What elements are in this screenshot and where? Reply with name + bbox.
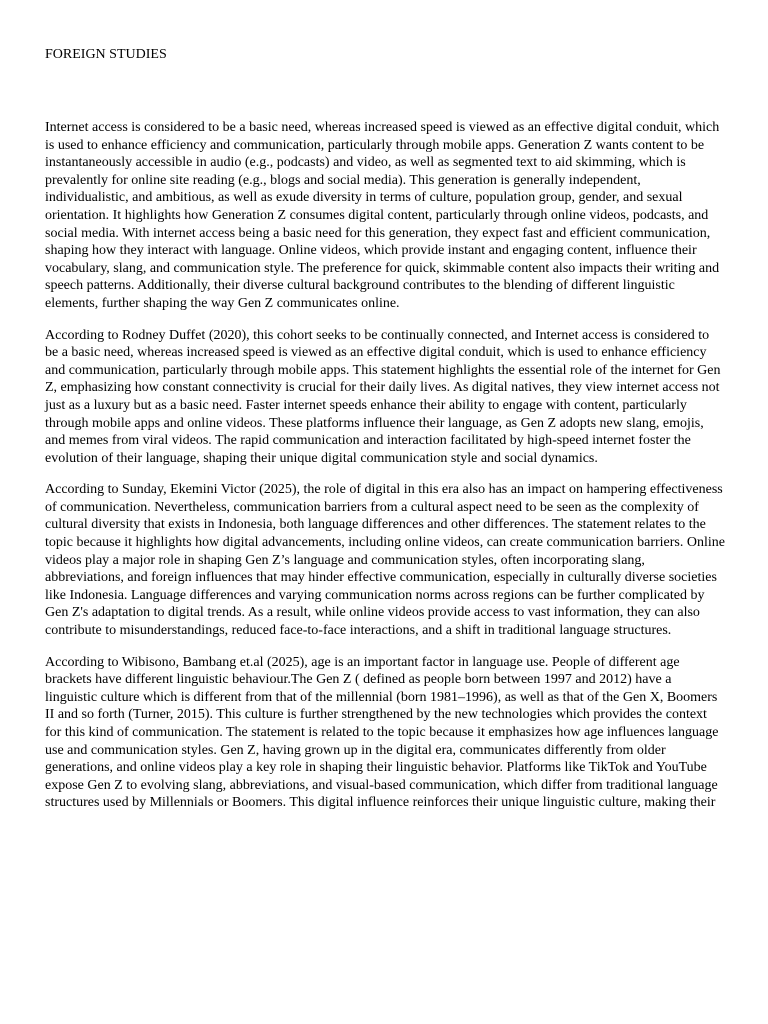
paragraph-4: According to Wibisono, Bambang et.al (2025), age is an important factor in language use. People of different age brackets have different linguistic behaviour.The Gen Z ( defined as people born between 1997 and 2012) have a linguistic culture which is different from that of the millennial (born 1981–1996), as well as that of the Gen X, Boomers II and so forth (Turner, 2015). This culture is further strengthened by the new technologies which provides the context for this kind of communication. The statement is related to the topic because it emphasizes how age influences language use and communication styles. Gen Z, having grown up in the digital era, communicates differently from older generations, and online videos play a key role in shaping their linguistic behavior. Platforms like TikTok and YouTube expose Gen Z to evolving slang, abbreviations, and visual-based communication, which differ from traditional language structures used by Millennials or Boomers. This digital influence reinforces their unique linguistic culture, making their [45, 654, 719, 811]
paragraph-1: Internet access is considered to be a basic need, whereas increased speed is viewed as an effective digital conduit, which is used to enhance efficiency and communication, particularly through mobile apps. Generation Z wants content to be instantaneously accessible in audio (e.g., podcasts) and video, as well as segmented text to aid skimming, which is prevalently for online site reading (e.g., blogs and social media). This generation is generally independent, individualistic, and ambitious, as well as exude diversity in terms of culture, population group, gender, and sexual orientation. It highlights how Generation Z consumes digital content, particularly through online videos, podcasts, and social media. With internet access being a basic need for this generation, they expect fast and efficient communication, shaping how they interact with language. Online videos, which provide instant and engaging content, influence their vocabulary, slang, and communication style. The preference for quick, skimmable content also impacts their writing and speech patterns. Additionally, their diverse cultural background contributes to the blending of different linguistic elements, further shaping the way Gen Z communicates online. [45, 120, 720, 311]
section-heading: FOREIGN STUDIES [45, 47, 167, 62]
paragraph-3: According to Sunday, Ekemini Victor (2025), the role of digital in this era also has an impact on hampering effectiveness of communication. Nevertheless, communication barriers from a cultural aspect need to be seen as the complexity of cultural diversity that exists in Indonesia, both language differences and other differences. The statement relates to the topic because it highlights how digital advancements, including online videos, can create communication barriers. Online videos play a major role in shaping Gen Z’s language and communication styles, often incorporating slang, abbreviations, and foreign influences that may hinder effective communication, especially in culturally diverse societies like Indonesia. Language differences and varying communication norms across regions can be further complicated by Gen Z's adaptation to digital trends. As a result, while online videos provide access to vast information, they can also contribute to misunderstandings, reduced face-to-face interactions, and a shift in traditional language structures. [45, 482, 725, 639]
paragraph-2: According to Rodney Duffet (2020), this cohort seeks to be continually connected, and Internet access is considered to be a basic need, whereas increased speed is viewed as an effective digital conduit, which is used to enhance efficiency and communication, particularly through mobile apps. This statement highlights the essential role of the internet for Gen Z, emphasizing how constant connectivity is crucial for their daily lives. As digital natives, they view internet access not just as a luxury but as a basic need. Faster internet speeds enhance their ability to engage with content, particularly through mobile apps and online videos. These platforms influence their language, as Gen Z adopts new slang, emojis, and memes from viral videos. The rapid communication and interaction facilitated by high-speed internet foster the evolution of their language, shaping their unique digital communication style and social dynamics. [45, 327, 721, 466]
body-text [45, 119, 725, 826]
